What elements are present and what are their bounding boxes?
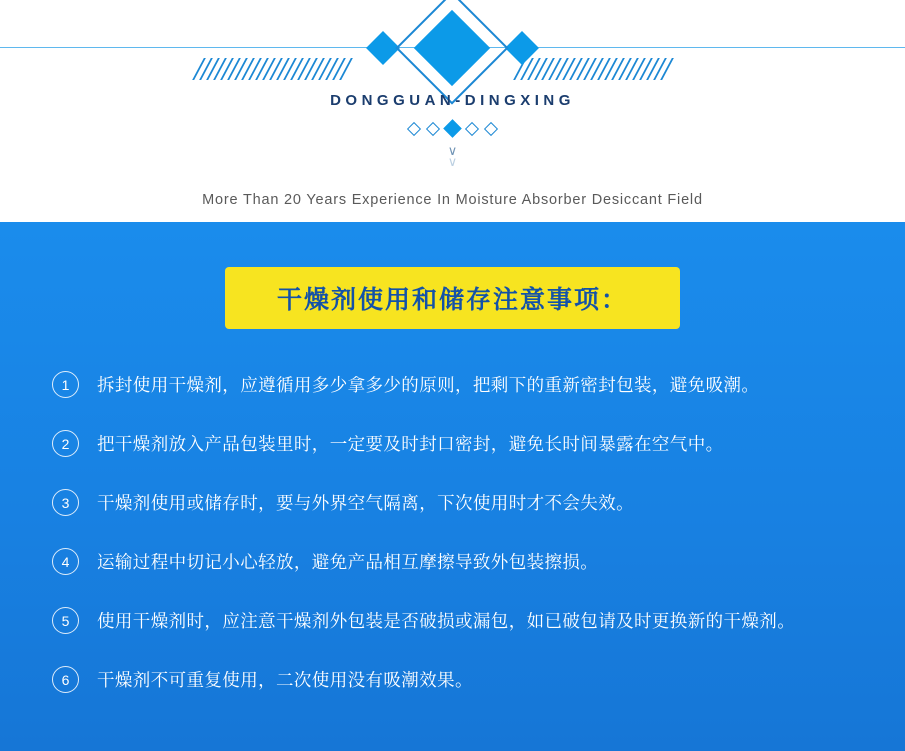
mini-diamond-icon <box>425 122 439 136</box>
mini-diamond-icon <box>407 122 421 136</box>
list-item-text: 干燥剂使用或储存时，要与外界空气隔离，下次使用时才不会失效。 <box>97 494 634 514</box>
list-item <box>0 355 905 414</box>
chevron-decoration <box>0 145 905 167</box>
list-item <box>0 414 905 473</box>
list-item-number: 5 <box>52 607 79 634</box>
list-item-number: 3 <box>52 489 79 516</box>
list-item-text: 拆封使用干燥剂，应遵循用多少拿多少的原则，把剩下的重新密封包装，避免吸潮。 <box>97 376 760 396</box>
main-content <box>0 222 905 751</box>
list-item <box>0 650 905 709</box>
hatch-stripes-left <box>192 58 392 80</box>
list-item-text: 使用干燥剂时，应注意干燥剂外包装是否破损或漏包，如已破包请及时更换新的干燥剂。 <box>97 612 796 632</box>
list-item-text: 把干燥剂放入产品包装里时，一定要及时封口密封，避免长时间暴露在空气中。 <box>97 435 724 455</box>
hatch-stripes-right <box>513 58 713 80</box>
chevron-down-icon: ∨ <box>447 143 458 158</box>
section-title-badge <box>225 267 680 329</box>
mini-diamond-filled-icon <box>443 120 461 138</box>
list-item-text: 运输过程中切记小心轻放，避免产品相互摩擦导致外包装擦损。 <box>97 553 599 573</box>
list-item <box>0 473 905 532</box>
list-item-text: 干燥剂不可重复使用，二次使用没有吸潮效果。 <box>97 671 473 691</box>
mini-diamond-icon <box>484 122 498 136</box>
list-item-number: 1 <box>52 371 79 398</box>
notes-list <box>0 355 905 709</box>
list-item <box>0 532 905 591</box>
list-item-number: 4 <box>52 548 79 575</box>
list-item-number: 2 <box>52 430 79 457</box>
list-item-number: 6 <box>52 666 79 693</box>
header-banner <box>0 0 905 222</box>
header-tagline: More Than 20 Years Experience In Moisture Absorber Desiccant Field <box>202 192 703 208</box>
mini-diamond-row <box>0 120 905 138</box>
brand-name: DONGGUAN-DINGXING <box>330 92 575 109</box>
list-item <box>0 591 905 650</box>
chevron-down-icon: ∨ <box>447 154 458 169</box>
page-title: 干燥剂使用和储存注意事项： <box>276 285 628 314</box>
mini-diamond-icon <box>465 122 479 136</box>
